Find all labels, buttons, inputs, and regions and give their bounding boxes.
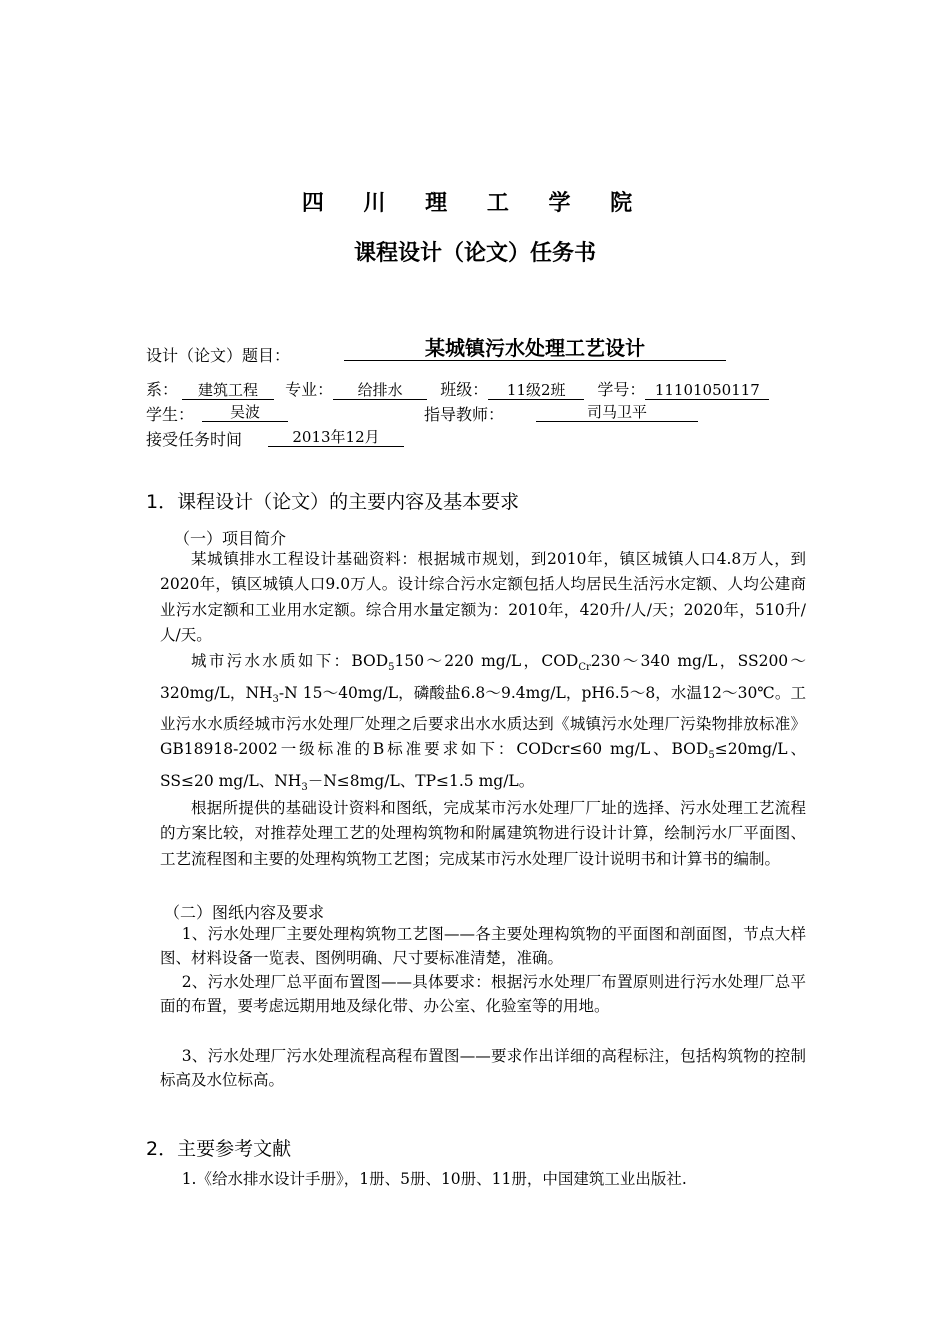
drawing-requirement-2: 2、污水处理厂总平面布置图——具体要求：根据污水处理厂布置原则进行污水处理厂总平面的布置，要考虑远期用地及绿化带、办公室、化验室等的用地。 [160,973,806,1015]
intro-paragraph-1: 某城镇排水工程设计基础资料：根据城市规划，到2010年，镇区城镇人口4.8万人，到2020年，镇区城镇人口9.0万人。设计综合污水定额包括人均居民生活污水定额、人均公建商业污水定额和工业用水定额。综合用水量定额为：2010年，420升/人/天；2020年，510升/人/天。 [160,550,806,645]
drawing-requirement-3: 3、污水处理厂污水处理流程高程布置图——要求作出详细的高程标注，包括构筑物的控制标高及水位标高。 [160,1047,806,1089]
document-title: 课程设计（论文）任务书 [353,241,596,266]
intro-paragraph-3: 根据所提供的基础设计资料和图纸，完成某市污水处理厂厂址的选择、污水处理工艺流程的方案比较，对推荐处理工艺的处理构筑物和附属建筑物进行设计计算，绘制污水厂平面图、工艺流程图和主要的处理构筑物工艺图；完成某市污水处理厂设计说明书和计算书的编制。 [160,799,806,868]
section2-heading: 2．主要参考文献 [146,1138,292,1160]
topic-value: 某城镇污水处理工艺设计 [344,336,726,361]
intro-paragraph-2: 城市污水水质如下：$BOD_5150\sim 220$ mg/L，$COD_{Cr}230\sim 340$ mg/L，SS200～320mg/L，$NH_3-N$ 15～40mg/L，磷酸盐6.8～9.4mg/L，pH6.5～8，水温12～30℃。工业污水水质经城市污水处理厂处理之后要求出水水质达到《城镇污水处理厂污染物排放标准》GB18918-2002一级标准的B标准要求如下：CODcr≤60 mg/L、$BOD_5\le 20mg/L$、SS≤20 mg/L、$NH_3-N\le 8mg/L$、TP≤1.5 mg/L。 [160,652,806,793]
major-label: 专业： [285,380,334,399]
reference-item-1: 1.《给水排水设计手册》，1册、5册、10册、11册，中国建筑工业出版社. [181,1170,687,1188]
student-value: 吴波 [202,403,288,422]
major-value: 给排水 [333,381,427,400]
section1-subheading-drawings: （二）图纸内容及要求 [164,903,325,922]
topic-label: 设计（论文）题目： [146,346,291,365]
topic-field [344,336,726,361]
class-label: 班级： [440,380,489,399]
advisor-value: 司马卫平 [536,403,698,422]
time-field [268,427,404,447]
id-label: 学号： [597,380,646,399]
student-field [202,402,288,422]
student-label: 学生： [146,405,195,424]
section1-heading: 1．课程设计（论文）的主要内容及基本要求 [146,491,520,513]
dept-label: 系： [146,380,179,399]
section1-subheading-intro: （一）项目简介 [174,529,287,548]
student-info-row [146,377,769,400]
time-value: 2013年12月 [268,428,404,447]
drawing-requirement-1: 1、污水处理厂主要处理构筑物工艺图——各主要处理构筑物的平面图和剖面图，节点大样图、材料设备一览表、图例明确、尺寸要标准清楚，准确。 [160,925,806,967]
class-value: 11级2班 [488,381,584,400]
id-value: 11101050117 [645,381,769,400]
advisor-field [536,402,698,422]
time-label: 接受任务时间 [146,430,243,449]
advisor-label: 指导教师： [424,405,505,424]
school-name: 四 川 理 工 学 院 [301,191,649,216]
dept-value: 建筑工程 [182,381,274,400]
